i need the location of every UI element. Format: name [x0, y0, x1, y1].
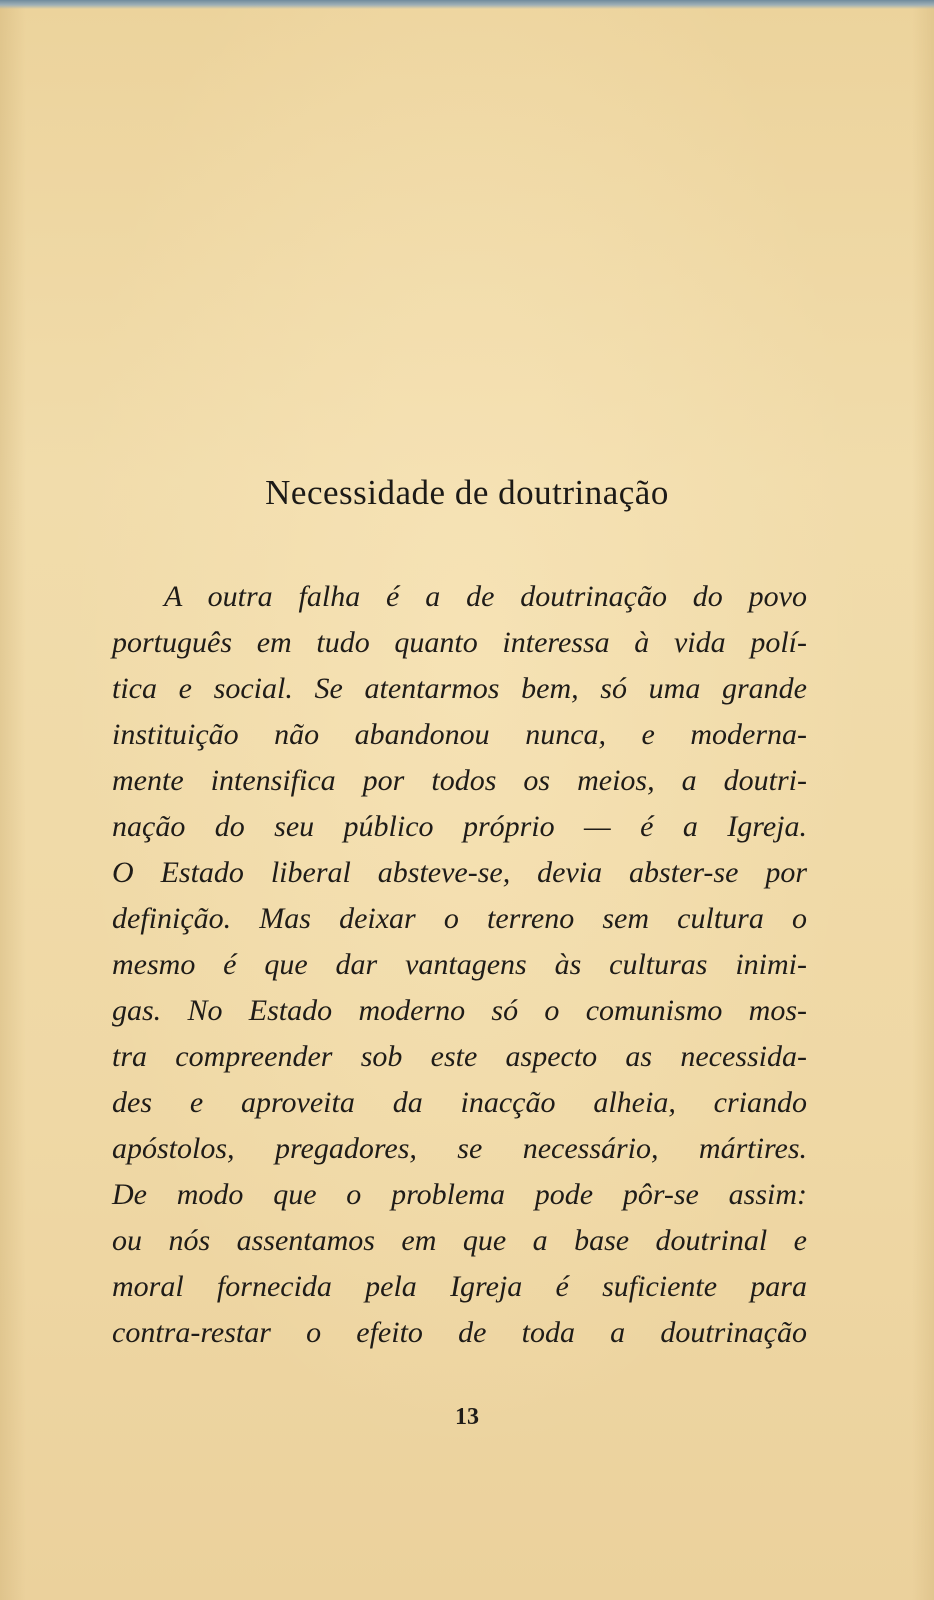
text-line: gas. No Estado moderno só o comunismo mos- — [112, 994, 807, 1027]
text-line: des e aproveita da inacção alheia, criando — [112, 1086, 807, 1119]
text-line: A outra falha é a de doutrinação do povo — [164, 580, 807, 613]
body-paragraph — [112, 574, 807, 1356]
scan-top-edge — [0, 0, 934, 9]
text-line: instituição não abandonou nunca, e moderna- — [112, 718, 807, 751]
text-line: português em tudo quanto interessa à vida polí- — [112, 626, 807, 659]
text-line: tica e social. Se atentarmos bem, só uma grande — [112, 672, 807, 705]
text-line: tra compreender sob este aspecto as necessida- — [112, 1040, 807, 1073]
text-line: mente intensifica por todos os meios, a doutri- — [112, 764, 807, 797]
text-line: definição. Mas deixar o terreno sem cultura o — [112, 902, 807, 935]
text-line: ou nós assentamos em que a base doutrinal e — [112, 1224, 807, 1257]
page-number: 13 — [455, 1404, 479, 1430]
text-line: apóstolos, pregadores, se necessário, mártires. — [112, 1132, 807, 1165]
text-line: contra-restar o efeito de toda a doutrinação — [112, 1316, 807, 1349]
text-line: moral fornecida pela Igreja é suficiente para — [112, 1270, 807, 1303]
text-line: mesmo é que dar vantagens às culturas inimi- — [112, 948, 807, 981]
text-line: O Estado liberal absteve-se, devia abster-se por — [112, 856, 807, 889]
section-title: Necessidade de doutrinação — [265, 473, 669, 512]
text-line: nação do seu público próprio — é a Igreja. — [112, 810, 807, 843]
text-line: De modo que o problema pode pôr-se assim: — [112, 1178, 807, 1211]
